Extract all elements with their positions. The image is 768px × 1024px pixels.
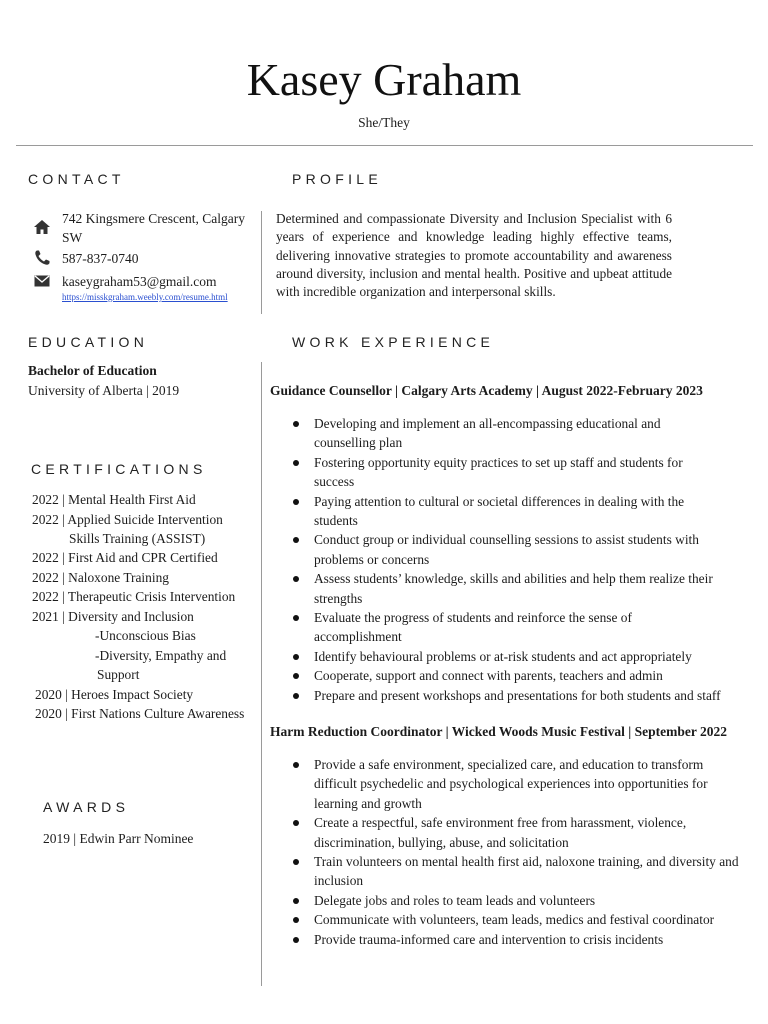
column-divider-top <box>261 211 262 314</box>
bullet-icon <box>293 673 299 679</box>
job-duty-text: strengths <box>314 590 363 606</box>
job-duty-item <box>270 852 739 871</box>
cert-item: 2022 | Mental Health First Aid <box>32 492 196 507</box>
job-duty-item <box>270 891 739 910</box>
job-duty-continuation <box>270 550 721 569</box>
column-divider-bottom <box>261 362 262 986</box>
award-item: 2019 | Edwin Parr Nominee <box>43 831 194 846</box>
bullet-icon <box>293 537 299 543</box>
job-title: Guidance Counsellor | Calgary Arts Academy | August 2022-February 2023 <box>270 383 703 398</box>
job-duty-continuation <box>270 472 721 491</box>
job-duty-text: counselling plan <box>314 435 403 451</box>
job-duty-text: Communicate with volunteers, team leads, medics and festival coordinator <box>314 912 715 928</box>
job-duty-continuation <box>270 589 721 608</box>
job-duty-text: Identify behavioural problems or at-risk students and act appropriately <box>314 648 692 664</box>
job-duty-item <box>270 910 739 929</box>
cert-item: 2020 | Heroes Impact Society <box>35 687 194 702</box>
bullet-icon <box>293 820 299 826</box>
job-duty-item <box>270 930 739 949</box>
cert-subitem: -Unconscious Bias <box>95 628 196 643</box>
job-duty-text: Conduct group or individual counselling sessions to assist students with <box>314 532 699 548</box>
cert-item: 2020 | First Nations Culture Awareness <box>35 706 245 721</box>
profile-heading: PROFILE <box>292 171 383 187</box>
bullet-icon <box>293 460 299 466</box>
education-heading: EDUCATION <box>28 334 149 350</box>
address-line2: SW <box>62 230 83 245</box>
cert-item: 2022 | First Aid and CPR Certified <box>32 550 218 565</box>
job-duty-text: difficult psychedelic and psychological experiences into opportunities for <box>314 776 708 792</box>
job-duty-text: Fostering opportunity equity practices to set up staff and students for <box>314 454 683 470</box>
pronouns: She/They <box>358 115 410 130</box>
job-duty-text: Developing and implement an all-encompassing educational and <box>314 416 661 431</box>
bullet-icon <box>293 615 299 621</box>
cert-item: 2021 | Diversity and Inclusion <box>32 609 194 624</box>
header-divider <box>16 145 753 146</box>
job-duties-list <box>270 755 739 949</box>
job-duty-item <box>270 686 721 705</box>
job-duty-continuation <box>270 627 721 646</box>
job-duty-text: Cooperate, support and connect with parents, teachers and admin <box>314 668 663 684</box>
job-duty-text: Paying attention to cultural or societal differences in dealing with the <box>314 493 685 509</box>
job-duty-text: discrimination, bullying, abuse, and solicitation <box>314 834 569 850</box>
cert-item: 2022 | Applied Suicide Intervention <box>32 512 223 527</box>
email-icon <box>32 271 52 291</box>
website-link[interactable]: https://misskgraham.weebly.com/resume.html <box>62 292 228 302</box>
job-duty-text: Assess students’ knowledge, skills and abilities and help them realize their <box>314 571 713 587</box>
job-duty-text: Provide a safe environment, specialized care, and education to transform <box>314 757 704 772</box>
awards-heading: AWARDS <box>43 799 130 815</box>
bullet-icon <box>293 421 299 427</box>
job-duty-item <box>270 608 721 627</box>
bullet-icon <box>293 499 299 505</box>
job-duty-text: problems or concerns <box>314 551 430 567</box>
cert-item-continued: Skills Training (ASSIST) <box>69 531 206 546</box>
job-duty-item <box>270 414 721 433</box>
certifications-heading: CERTIFICATIONS <box>31 461 207 477</box>
job-duty-text: accomplishment <box>314 629 402 645</box>
bullet-icon <box>293 762 299 768</box>
bullet-icon <box>293 898 299 904</box>
phone-icon <box>32 248 52 268</box>
job-duty-text: Evaluate the progress of students and reinforce the sense of <box>314 610 632 626</box>
profile-text: Determined and compassionate Diversity and Inclusion Specialist with 6 years of experience and knowledge leading highly effective teams, delivering innovative strategies to promote accountability and awareness around diversity, inclusion and mental health. Positive and upbeat attitude with incredible organization and interpersonal skills. <box>276 211 672 300</box>
job-duty-text: Prepare and present workshops and presentations for both students and staff <box>314 687 721 703</box>
job-duty-text: Train volunteers on mental health first aid, naloxone training, and diversity and <box>314 854 739 870</box>
cert-subitem: -Diversity, Empathy and <box>95 648 227 663</box>
job-duty-text: Provide trauma-informed care and intervention to crisis incidents <box>314 931 664 947</box>
contact-heading: CONTACT <box>28 171 125 187</box>
job-duty-continuation <box>270 871 739 890</box>
job-duty-text: students <box>314 513 358 529</box>
job-duty-text: learning and growth <box>314 795 422 811</box>
bullet-icon <box>293 859 299 865</box>
bullet-icon <box>293 693 299 699</box>
bullet-icon <box>293 654 299 660</box>
job-duty-item <box>270 647 721 666</box>
email-address[interactable]: kaseygraham53@gmail.com <box>62 274 217 289</box>
job-duty-item <box>270 453 721 472</box>
degree: Bachelor of Education <box>28 363 157 378</box>
job-duty-item <box>270 666 721 685</box>
job-duty-item <box>270 569 721 588</box>
bullet-icon <box>293 937 299 943</box>
job-duty-item <box>270 530 721 549</box>
job-duty-continuation <box>270 833 739 852</box>
school: University of Alberta | 2019 <box>28 383 180 398</box>
job-duty-text: Create a respectful, safe environment free from harassment, violence, <box>314 815 687 831</box>
job-duty-text: inclusion <box>314 873 364 889</box>
cert-item: 2022 | Naloxone Training <box>32 570 169 585</box>
job-duties-list <box>270 414 721 705</box>
job-title: Harm Reduction Coordinator | Wicked Woods Music Festival | September 2022 <box>270 724 727 739</box>
resume-name: Kasey Graham <box>246 54 522 105</box>
job-duty-continuation <box>270 774 739 793</box>
job-duty-text: Delegate jobs and roles to team leads and volunteers <box>314 892 596 908</box>
work-experience-heading: WORK EXPERIENCE <box>292 334 495 350</box>
job-duty-continuation <box>270 794 739 813</box>
cert-subitem-continued: Support <box>97 667 140 682</box>
bullet-icon <box>293 917 299 923</box>
bullet-icon <box>293 576 299 582</box>
phone-number: 587-837-0740 <box>62 251 139 266</box>
job-duty-item <box>270 755 739 774</box>
home-icon <box>32 217 52 237</box>
job-duty-continuation <box>270 511 721 530</box>
address-line1: 742 Kingsmere Crescent, Calgary <box>62 211 245 226</box>
job-duty-continuation <box>270 433 721 452</box>
job-duty-item <box>270 813 739 832</box>
job-duty-text: success <box>314 474 355 490</box>
job-duty-item <box>270 492 721 511</box>
cert-item: 2022 | Therapeutic Crisis Intervention <box>32 589 236 604</box>
